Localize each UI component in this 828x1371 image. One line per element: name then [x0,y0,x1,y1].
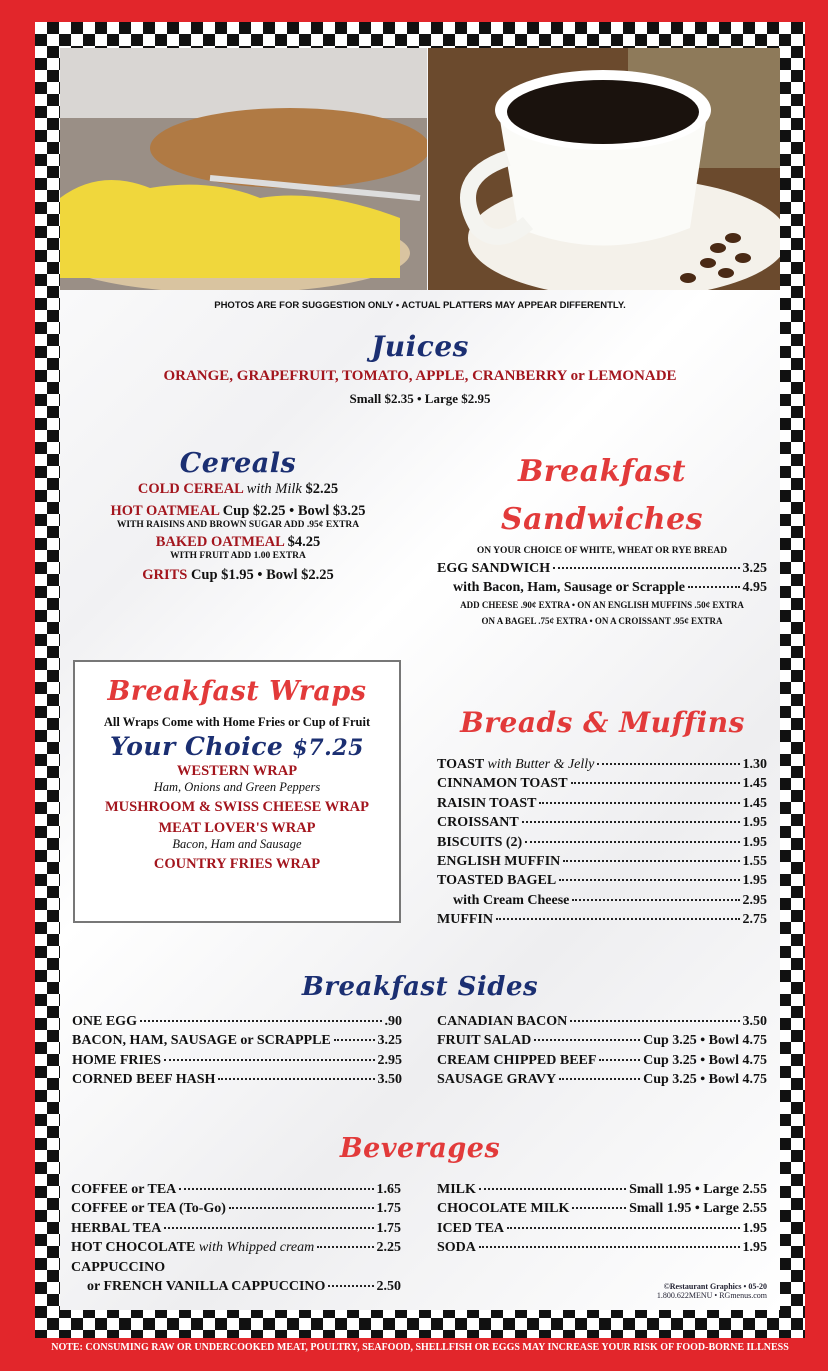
dot-leader [229,1207,374,1209]
side-item-name [72,1053,161,1069]
item-name-text: ENGLISH MUFFIN [437,854,561,869]
item-name-text: CROISSANT [437,815,519,831]
beverage-row [87,1279,401,1295]
breads-heading: Breads & Muffins [460,706,745,739]
wraps-choice: Your Choice [110,732,284,761]
side-item-name [437,1072,556,1088]
bread-item-price: 1.95 [742,815,767,831]
bread-row [453,893,767,909]
side-item-price: 2.95 [377,1052,402,1068]
bread-row [437,757,767,773]
side-item-name [437,1014,567,1030]
sandwiches-heading-line2: Sandwiches [500,502,704,537]
bread-row [437,835,767,851]
dot-leader [140,1020,382,1022]
item-name-text: CANADIAN BACON [437,1014,568,1029]
side-item-price: .90 [384,1014,402,1029]
item-name-text: SODA [437,1240,476,1256]
item-name-text: CREAM CHIPPED BEEF [437,1052,597,1068]
side-row [437,1053,767,1069]
side-row [437,1072,767,1088]
side-row [437,1014,767,1030]
item-name-text: CORNED BEEF HASH [72,1072,216,1088]
beverage-item-price: Small 1.95 • Large 2.55 [629,1182,767,1197]
bread-row [437,854,767,870]
item-name-text: with Cream Cheese [453,892,570,908]
side-item-price: 3.25 [377,1033,402,1049]
beverage-item-name [71,1182,176,1198]
beverage-row [71,1201,401,1217]
sandwich-row [437,561,767,577]
baked-oatmeal-note: WITH FRUIT ADD 1.00 EXTRA [170,551,306,561]
wraps-note: All Wraps Come with Home Fries or Cup of Fruit [103,715,371,729]
wrap-item-name: MEAT LOVER'S WRAP [158,820,316,836]
side-item-price: Cup 3.25 • Bowl 4.75 [643,1033,767,1049]
beverage-item-name [437,1182,476,1198]
item-name-text: MUFFIN [437,912,493,928]
restaurant-graphics-credit [617,1282,767,1300]
sides-heading: Breakfast Sides [301,972,539,1002]
beverage-row [437,1182,767,1198]
beverage-item-name [437,1240,476,1256]
dot-leader [522,821,740,823]
bread-row [437,815,767,831]
item-name-text: FRUIT SALAD [437,1033,532,1049]
cold-cereal-desc: with Milk [246,481,302,497]
dot-leader [553,567,739,569]
beverage-row [437,1201,767,1217]
wrap-item-description: Bacon, Ham and Sausage [172,837,302,851]
item-name-text: COFFEE or TEA [71,1182,177,1197]
sandwiches-extra-1: ADD CHEESE .90¢ EXTRA • ON AN ENGLISH MUFFINS .50¢ EXTRA [460,600,744,610]
beverage-row [71,1240,401,1256]
dot-leader [164,1059,374,1061]
side-item-name [72,1033,331,1049]
dot-leader [164,1227,373,1229]
item-name-text: HOT CHOCOLATE [71,1240,196,1256]
dot-leader [563,860,739,862]
side-row [437,1033,767,1049]
item-name-text: MILK [437,1182,476,1197]
bread-item-price: 1.45 [742,795,767,811]
dot-leader [507,1227,739,1229]
credit-line-1: ©Restaurant Graphics • 05-20 [663,1282,767,1291]
dot-leader [479,1188,626,1190]
side-item-price: Cup 3.25 • Bowl 4.75 [643,1052,767,1068]
wrap-item-name: MUSHROOM & SWISS CHEESE WRAP [105,799,369,815]
bread-item-price: 1.95 [742,834,767,850]
breakfast-wraps-box [73,660,401,923]
side-item-price: Cup 3.25 • Bowl 4.75 [643,1072,767,1088]
sandwiches-extra-2: ON A BAGEL .75¢ EXTRA • ON A CROISSANT .95¢ EXTRA [481,616,723,626]
bread-item-name [437,776,568,792]
beverage-item-price: 1.95 [742,1240,767,1256]
beverage-item-price: 1.65 [376,1182,401,1197]
dot-leader [496,918,740,920]
dot-leader [218,1078,374,1080]
baked-oatmeal-price: $4.25 [287,534,321,550]
item-name-text: or FRENCH VANILLA CAPPUCCINO [87,1279,326,1294]
food-safety-note: NOTE: CONSUMING RAW OR UNDERCOOKED MEAT, POULTRY, SEAFOOD, SHELLFISH OR EGGS MAY INCREASE YOUR RISK OF FOOD-BORNE ILLNESS [51,1342,789,1353]
dot-leader [688,586,740,588]
bread-row [437,776,767,792]
bread-item-name [437,873,556,889]
item-name-text: TOASTED BAGEL [437,873,557,889]
bread-row [437,873,767,889]
dot-leader [525,841,739,843]
dot-leader [559,1078,640,1080]
hot-oatmeal-price: Cup $2.25 • Bowl $3.25 [222,503,366,519]
beverage-row [71,1260,401,1276]
sandwiches-heading [437,448,767,544]
credit-line-2: 1.800.622MENU • RGmenus.com [656,1291,767,1300]
photos-disclaimer: PHOTOS ARE FOR SUGGESTION ONLY • ACTUAL PLATTERS MAY APPEAR DIFFERENTLY. [214,300,626,311]
sandwich-item-name [453,580,685,596]
side-item-price: 3.50 [742,1014,767,1029]
item-name-text: ICED TEA [437,1220,505,1236]
juices-flavors: ORANGE, GRAPEFRUIT, TOMATO, APPLE, CRANBERRY or LEMONADE [163,368,677,384]
side-row [72,1033,402,1049]
cereals-heading: Cereals [179,448,297,479]
beverage-item-price: 2.50 [376,1279,401,1294]
item-name-text: RAISIN TOAST [437,795,537,811]
bread-item-name [437,757,594,773]
bread-item-name [437,815,519,831]
beverage-row [71,1182,401,1198]
wrap-item-name: COUNTRY FRIES WRAP [153,856,321,872]
dot-leader [317,1246,373,1248]
item-name-text: EGG SANDWICH [437,561,551,576]
wrap-item-description: Ham, Onions and Green Peppers [153,780,321,794]
dot-leader [539,802,739,804]
beverage-row [71,1221,401,1237]
dot-leader [599,1059,640,1061]
dot-leader [334,1039,375,1041]
sandwich-row [453,580,767,596]
wraps-heading: Breakfast Wraps [107,676,367,707]
cold-cereal-price: $2.25 [305,481,339,497]
cold-cereal-name: COLD CEREAL [137,481,244,497]
bread-item-name [437,912,493,928]
bread-item-price: 2.75 [742,912,767,928]
wrap-item-name: WESTERN WRAP [176,763,298,779]
dot-leader [179,1188,373,1190]
item-name-text: CHOCOLATE MILK [437,1201,570,1217]
side-row [72,1014,402,1030]
side-item-price: 3.50 [377,1072,402,1088]
dot-leader [559,879,739,881]
bread-item-price: 1.30 [742,757,767,772]
grits-name: GRITS [142,567,188,583]
cereals-section [73,448,403,584]
grits-price: Cup $1.95 • Bowl $2.25 [190,567,334,583]
item-name-text: TOAST [437,757,484,772]
beverage-item-price: Small 1.95 • Large 2.55 [629,1201,767,1217]
side-item-name [72,1072,215,1088]
bread-item-price: 1.95 [742,873,767,889]
beverages-heading: Beverages [339,1133,501,1164]
beverage-item-name [437,1221,504,1237]
side-row [72,1053,402,1069]
item-name-text: COFFEE or TEA (To-Go) [71,1201,226,1217]
bread-item-name [453,893,569,909]
juices-prices: Small $2.35 • Large $2.95 [349,391,491,406]
bread-row [437,912,767,928]
bread-item-price: 2.95 [742,892,767,908]
item-name-text: ONE EGG [72,1014,137,1029]
dot-leader [571,782,740,784]
side-item-name [437,1033,531,1049]
dot-leader [479,1246,740,1248]
sandwich-item-name [437,561,550,577]
beverage-row [437,1240,767,1256]
item-description: with Butter & Jelly [487,757,595,772]
beverage-item-name [71,1201,226,1217]
item-description: with Whipped cream [198,1240,315,1256]
hot-oatmeal-name: HOT OATMEAL [110,503,220,519]
sandwiches-bread-note: ON YOUR CHOICE OF WHITE, WHEAT OR RYE BREAD [476,546,728,556]
dot-leader [534,1039,640,1041]
juices-heading: Juices [371,330,469,363]
item-name-text: with Bacon, Ham, Sausage or Scrapple [453,580,685,595]
baked-oatmeal-name: BAKED OATMEAL [155,534,284,550]
beverage-item-price: 1.95 [742,1220,767,1236]
dot-leader [572,899,739,901]
side-item-name [437,1053,596,1069]
item-name-text: HERBAL TEA [71,1220,162,1236]
beverage-item-price: 1.75 [376,1220,401,1236]
sandwich-item-price: 4.95 [742,580,767,595]
beverage-item-price: 2.25 [376,1240,401,1256]
item-name-text: CAPPUCCINO [71,1259,166,1275]
beverage-item-price: 1.75 [376,1201,401,1217]
side-item-name [72,1014,137,1030]
beverage-item-name [437,1201,569,1217]
item-name-text: BISCUITS (2) [437,834,523,850]
wraps-price: $7.25 [292,735,364,761]
beverage-item-name [87,1279,325,1295]
dot-leader [570,1020,739,1022]
bread-item-name [437,854,560,870]
dot-leader [597,763,739,765]
sandwich-item-price: 3.25 [742,561,767,576]
bread-item-price: 1.55 [742,854,767,869]
bread-item-name [437,796,536,812]
bread-item-name [437,835,522,851]
side-row [72,1072,402,1088]
bread-item-price: 1.45 [742,776,767,792]
item-name-text: SAUSAGE GRAVY [437,1072,557,1088]
bread-row [437,796,767,812]
beverage-item-name [71,1221,161,1237]
item-name-text: CINNAMON TOAST [437,776,568,792]
dot-leader [328,1285,373,1287]
beverage-item-name [71,1260,165,1276]
item-name-text: BACON, HAM, SAUSAGE or SCRAPPLE [72,1033,331,1049]
dot-leader [572,1207,626,1209]
item-name-text: HOME FRIES [72,1052,162,1068]
sandwiches-heading-line1: Breakfast [517,454,687,489]
beverage-row [437,1221,767,1237]
beverage-item-name [71,1240,314,1256]
hot-oatmeal-note: WITH RAISINS AND BROWN SUGAR ADD .95¢ EXTRA [116,520,360,530]
